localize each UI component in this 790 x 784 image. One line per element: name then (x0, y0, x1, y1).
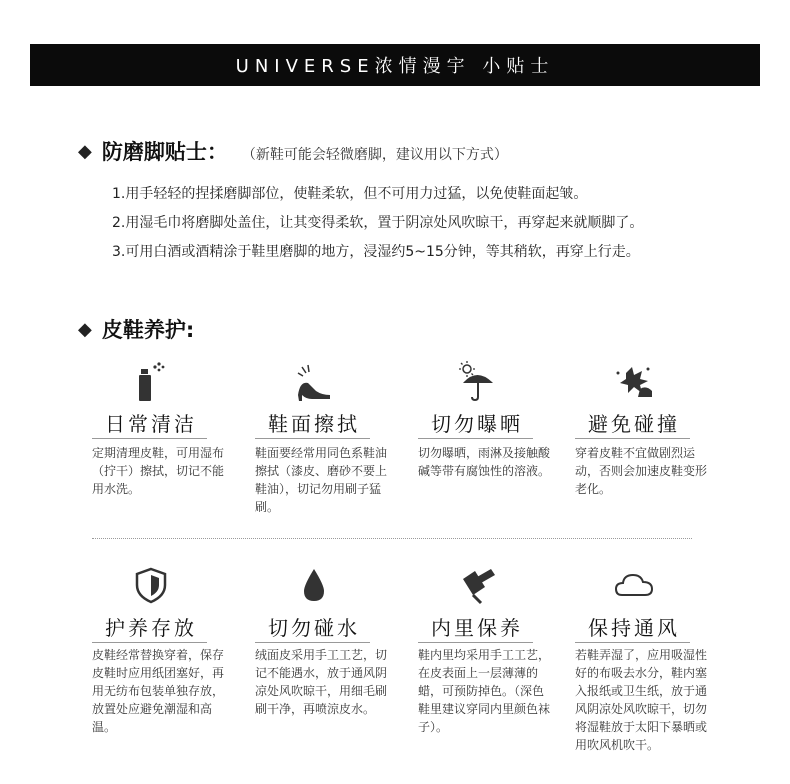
tip-item: 2.用湿毛巾将磨脚处盖住，让其变得柔软，置于阴凉处风吹晾干，再穿起来就顺脚了。 (112, 215, 644, 231)
section-divider (92, 538, 692, 539)
card-divider (575, 642, 690, 643)
card-description: 穿着皮鞋不宜做剧烈运动，否则会加速皮鞋变形老化。 (575, 446, 708, 496)
card-divider (418, 438, 533, 439)
card-title: 日常清洁 (105, 412, 197, 436)
section-note: （新鞋可能会轻微磨脚，建议用以下方式） (241, 147, 508, 163)
sun-umbrella-icon (418, 358, 536, 404)
card-divider (255, 642, 370, 643)
card-title: 切勿碰水 (268, 616, 360, 640)
shield-icon (92, 562, 210, 608)
water-drop-icon (255, 562, 373, 608)
card-title: 鞋面擦拭 (268, 412, 360, 436)
section-anti-chafe-heading (78, 136, 508, 166)
card-description: 定期清理皮鞋，可用湿布（拧干）擦拭，切记不能用水洗。 (92, 446, 225, 496)
header-banner (30, 44, 760, 86)
card-divider (418, 642, 533, 643)
card-title: 切勿曝晒 (431, 412, 523, 436)
card-description: 若鞋弄湿了，应用吸湿性好的布吸去水分，鞋内塞入报纸或卫生纸，放于通风阴凉处风吹晾干，切勿将湿鞋放于太阳下暴晒或用吹风机吹干。 (575, 648, 708, 752)
card-divider (255, 438, 370, 439)
banner-title: UNIVERSE浓情漫宇 小贴士 (235, 56, 555, 77)
tip-item: 3.可用白酒或酒精涂于鞋里磨脚的地方，浸湿约5~15分钟，等其稍软，再穿上行走。 (112, 244, 640, 260)
card-title: 护养存放 (105, 616, 197, 640)
card-description: 绒面皮采用手工工艺，切记不能遇水，放于通风阴凉处风吹晾干，用细毛刷刷干净，再喷涼皮水。 (255, 648, 388, 716)
card-title: 避免碰撞 (588, 412, 680, 436)
section-title: 防磨脚贴士： (101, 140, 228, 164)
cloud-icon (575, 562, 693, 608)
diamond-bullet-icon: ◆ (78, 141, 92, 162)
section-care-heading (78, 314, 194, 344)
card-divider (575, 438, 690, 439)
card-description: 皮鞋经常替换穿着，保存皮鞋时应用纸团塞好，再用无纺布包装单独存放，放置处应避免潮湿和高温。 (92, 648, 225, 734)
card-divider (92, 438, 207, 439)
collision-splash-icon (575, 358, 693, 404)
tips-list (112, 180, 643, 267)
card-description: 鞋面要经常用同色系鞋油擦拭（漆皮、磨砂不要上鞋油），切记勿用刷子猛刷。 (255, 446, 388, 514)
card-title: 内里保养 (431, 616, 523, 640)
card-description: 鞋内里均采用手工工艺，在皮表面上一层薄薄的蜡，可预防掉色。（深色鞋里建议穿同内里颜色袜子）。 (418, 648, 551, 734)
card-divider (92, 642, 207, 643)
card-description: 切勿曝晒，雨淋及接触酸碱等带有腐蚀性的溶液。 (418, 446, 551, 478)
high-heel-shoe-icon (255, 358, 373, 404)
spray-bottle-icon (92, 358, 210, 404)
diamond-bullet-icon: ◆ (78, 319, 92, 340)
brush-bottle-icon (418, 562, 536, 608)
card-title: 保持通风 (588, 616, 680, 640)
tip-item: 1.用手轻轻的捏揉磨脚部位，使鞋柔软，但不可用力过猛，以免使鞋面起皱。 (112, 186, 588, 202)
section-title: 皮鞋养护: (101, 318, 195, 342)
